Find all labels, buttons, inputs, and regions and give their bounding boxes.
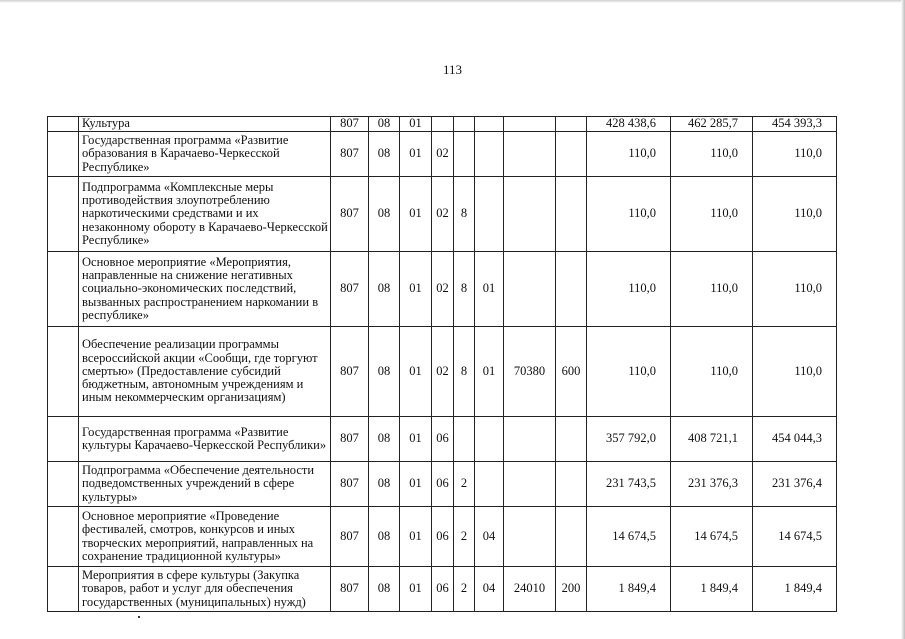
program-code-cell: 06 bbox=[432, 462, 454, 507]
ministry-code-cell: 807 bbox=[331, 462, 369, 507]
ministry-code-cell: 807 bbox=[331, 567, 369, 612]
direction-code-cell: 70380 bbox=[504, 327, 556, 417]
amount-year-2-cell: 14 674,5 bbox=[671, 507, 753, 567]
budget-table-body bbox=[48, 117, 837, 612]
row-marker-cell bbox=[48, 507, 79, 567]
event-code-cell: 04 bbox=[475, 507, 504, 567]
program-code-cell: 02 bbox=[432, 177, 454, 252]
row-name-cell: Обеспечение реализации программы всероссийской акции «Сообщи, где торгуют смертью» (Предоставление субсидий бюджетным, автономным учреждениям и иным некоммерческим организациям) bbox=[79, 327, 331, 417]
expense-type-cell bbox=[556, 462, 587, 507]
subprogram-code-cell: 8 bbox=[454, 252, 475, 327]
amount-year-2-cell: 110,0 bbox=[671, 177, 753, 252]
amount-year-2-cell: 1 849,4 bbox=[671, 567, 753, 612]
subprogram-code-cell: 2 bbox=[454, 507, 475, 567]
subprogram-code-cell: 2 bbox=[454, 462, 475, 507]
subprogram-code-cell: 8 bbox=[454, 327, 475, 417]
event-code-cell: 01 bbox=[475, 252, 504, 327]
table-row bbox=[48, 177, 837, 252]
row-name-cell: Основное мероприятие «Проведение фестивалей, смотров, конкурсов и иных творческих мероприятий, направленных на сохранение традиционной культуры» bbox=[79, 507, 331, 567]
program-code-cell: 06 bbox=[432, 507, 454, 567]
program-code-cell: 02 bbox=[432, 132, 454, 177]
table-row bbox=[48, 117, 837, 132]
section-code-cell: 08 bbox=[369, 327, 400, 417]
ministry-code-cell: 807 bbox=[331, 507, 369, 567]
row-marker-cell bbox=[48, 417, 79, 462]
amount-year-3-cell: 454 393,3 bbox=[753, 117, 837, 132]
amount-year-2-cell: 110,0 bbox=[671, 327, 753, 417]
direction-code-cell bbox=[504, 462, 556, 507]
section-code-cell: 08 bbox=[369, 507, 400, 567]
event-code-cell bbox=[475, 117, 504, 132]
event-code-cell bbox=[475, 132, 504, 177]
direction-code-cell bbox=[504, 417, 556, 462]
event-code-cell bbox=[475, 462, 504, 507]
amount-year-3-cell: 110,0 bbox=[753, 132, 837, 177]
event-code-cell: 04 bbox=[475, 567, 504, 612]
amount-year-1-cell: 1 849,4 bbox=[587, 567, 671, 612]
table-row bbox=[48, 132, 837, 177]
subprogram-code-cell bbox=[454, 132, 475, 177]
amount-year-1-cell: 110,0 bbox=[587, 177, 671, 252]
amount-year-1-cell: 110,0 bbox=[587, 132, 671, 177]
direction-code-cell bbox=[504, 177, 556, 252]
direction-code-cell: 24010 bbox=[504, 567, 556, 612]
section-code-cell: 08 bbox=[369, 567, 400, 612]
subprogram-code-cell: 2 bbox=[454, 567, 475, 612]
scan-speck bbox=[138, 616, 140, 618]
ministry-code-cell: 807 bbox=[331, 177, 369, 252]
row-marker-cell bbox=[48, 177, 79, 252]
amount-year-3-cell: 231 376,4 bbox=[753, 462, 837, 507]
subsection-code-cell: 01 bbox=[400, 177, 432, 252]
expense-type-cell: 600 bbox=[556, 327, 587, 417]
subsection-code-cell: 01 bbox=[400, 507, 432, 567]
row-marker-cell bbox=[48, 567, 79, 612]
amount-year-1-cell: 110,0 bbox=[587, 252, 671, 327]
subsection-code-cell: 01 bbox=[400, 417, 432, 462]
section-code-cell: 08 bbox=[369, 417, 400, 462]
subprogram-code-cell bbox=[454, 117, 475, 132]
event-code-cell: 01 bbox=[475, 327, 504, 417]
amount-year-2-cell: 408 721,1 bbox=[671, 417, 753, 462]
expense-type-cell bbox=[556, 177, 587, 252]
direction-code-cell bbox=[504, 252, 556, 327]
row-marker-cell bbox=[48, 117, 79, 132]
section-code-cell: 08 bbox=[369, 252, 400, 327]
expense-type-cell bbox=[556, 507, 587, 567]
row-name-cell: Государственная программа «Развитие образования в Карачаево-Черкесской Республике» bbox=[79, 132, 331, 177]
subsection-code-cell: 01 bbox=[400, 117, 432, 132]
subprogram-code-cell: 8 bbox=[454, 177, 475, 252]
amount-year-2-cell: 110,0 bbox=[671, 252, 753, 327]
ministry-code-cell: 807 bbox=[331, 327, 369, 417]
row-name-cell: Культура bbox=[79, 117, 331, 132]
table-row bbox=[48, 252, 837, 327]
row-marker-cell bbox=[48, 462, 79, 507]
amount-year-1-cell: 357 792,0 bbox=[587, 417, 671, 462]
expense-type-cell bbox=[556, 117, 587, 132]
scan-right-edge bbox=[901, 0, 905, 639]
table-row bbox=[48, 507, 837, 567]
subsection-code-cell: 01 bbox=[400, 462, 432, 507]
scan-top-edge bbox=[0, 0, 905, 3]
direction-code-cell bbox=[504, 117, 556, 132]
section-code-cell: 08 bbox=[369, 462, 400, 507]
amount-year-1-cell: 110,0 bbox=[587, 327, 671, 417]
direction-code-cell bbox=[504, 132, 556, 177]
expense-type-cell: 200 bbox=[556, 567, 587, 612]
ministry-code-cell: 807 bbox=[331, 132, 369, 177]
amount-year-3-cell: 110,0 bbox=[753, 252, 837, 327]
amount-year-2-cell: 231 376,3 bbox=[671, 462, 753, 507]
amount-year-1-cell: 231 743,5 bbox=[587, 462, 671, 507]
expense-type-cell bbox=[556, 132, 587, 177]
event-code-cell bbox=[475, 417, 504, 462]
event-code-cell bbox=[475, 177, 504, 252]
row-name-cell: Государственная программа «Развитие культуры Карачаево-Черкесской Республики» bbox=[79, 417, 331, 462]
subsection-code-cell: 01 bbox=[400, 567, 432, 612]
amount-year-1-cell: 428 438,6 bbox=[587, 117, 671, 132]
table-row bbox=[48, 462, 837, 507]
table-row bbox=[48, 417, 837, 462]
subsection-code-cell: 01 bbox=[400, 327, 432, 417]
program-code-cell bbox=[432, 117, 454, 132]
section-code-cell: 08 bbox=[369, 117, 400, 132]
amount-year-3-cell: 454 044,3 bbox=[753, 417, 837, 462]
row-marker-cell bbox=[48, 132, 79, 177]
program-code-cell: 06 bbox=[432, 417, 454, 462]
subprogram-code-cell bbox=[454, 417, 475, 462]
amount-year-2-cell: 110,0 bbox=[671, 132, 753, 177]
direction-code-cell bbox=[504, 507, 556, 567]
row-name-cell: Подпрограмма «Обеспечение деятельности подведомственных учреждений в сфере культуры» bbox=[79, 462, 331, 507]
ministry-code-cell: 807 bbox=[331, 117, 369, 132]
table-row bbox=[48, 327, 837, 417]
subsection-code-cell: 01 bbox=[400, 132, 432, 177]
amount-year-3-cell: 1 849,4 bbox=[753, 567, 837, 612]
row-name-cell: Подпрограмма «Комплексные меры противодействия злоупотреблению наркотическими средствами и их незаконному обороту в Карачаево-Черкесской Республике» bbox=[79, 177, 331, 252]
amount-year-2-cell: 462 285,7 bbox=[671, 117, 753, 132]
amount-year-1-cell: 14 674,5 bbox=[587, 507, 671, 567]
expense-type-cell bbox=[556, 252, 587, 327]
section-code-cell: 08 bbox=[369, 132, 400, 177]
budget-table bbox=[47, 116, 837, 612]
subsection-code-cell: 01 bbox=[400, 252, 432, 327]
expense-type-cell bbox=[556, 417, 587, 462]
program-code-cell: 06 bbox=[432, 567, 454, 612]
row-name-cell: Основное мероприятие «Мероприятия, направленные на снижение негативных социально-экономических последствий, вызванных распространением наркомании в республике» bbox=[79, 252, 331, 327]
amount-year-3-cell: 14 674,5 bbox=[753, 507, 837, 567]
program-code-cell: 02 bbox=[432, 252, 454, 327]
program-code-cell: 02 bbox=[432, 327, 454, 417]
row-name-cell: Мероприятия в сфере культуры (Закупка товаров, работ и услуг для обеспечения государственных (муниципальных) нужд) bbox=[79, 567, 331, 612]
table-row bbox=[48, 567, 837, 612]
row-marker-cell bbox=[48, 252, 79, 327]
section-code-cell: 08 bbox=[369, 177, 400, 252]
ministry-code-cell: 807 bbox=[331, 252, 369, 327]
amount-year-3-cell: 110,0 bbox=[753, 177, 837, 252]
amount-year-3-cell: 110,0 bbox=[753, 327, 837, 417]
row-marker-cell bbox=[48, 327, 79, 417]
page-number: 113 bbox=[442, 62, 463, 77]
ministry-code-cell: 807 bbox=[331, 417, 369, 462]
